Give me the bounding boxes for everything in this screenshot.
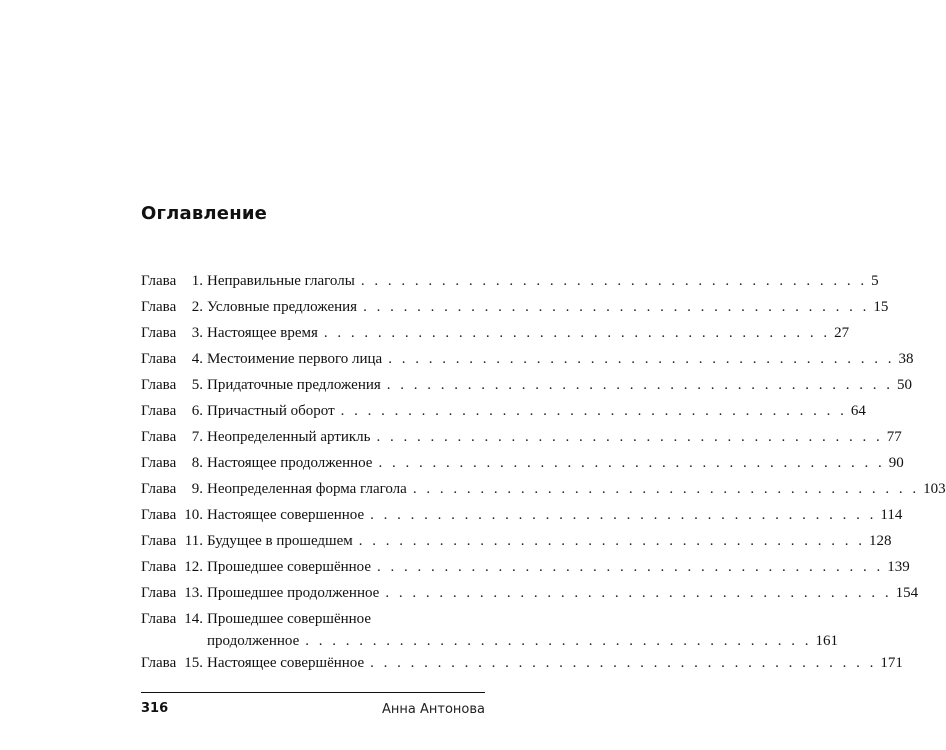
chapter-title: Условные предложения — [207, 299, 358, 315]
table-of-contents — [141, 271, 946, 679]
chapter-number: 1. — [191, 273, 203, 289]
chapter-word: Глава — [141, 299, 177, 315]
chapter-number: 3. — [191, 325, 203, 341]
dot-leader: . . . . . . . . . . . . . . . . . . . . . . . . . . . . . . . . . . . . . . — [370, 655, 877, 671]
chapter-page: 139 — [887, 559, 910, 575]
chapter-word: Глава — [141, 655, 177, 671]
chapter-word: Глава — [141, 455, 177, 471]
chapter-word: Глава — [141, 429, 177, 445]
chapter-number: 12. — [184, 559, 203, 575]
chapter-word: Глава — [141, 533, 177, 549]
dot-leader: . . . . . . . . . . . . . . . . . . . . . . . . . . . . . . . . . . . . . . — [385, 585, 892, 601]
toc-entry-15[interactable] — [141, 653, 903, 679]
chapter-page: 171 — [880, 655, 903, 671]
dot-leader: . . . . . . . . . . . . . . . . . . . . . . . . . . . . . . . . . . . . . . — [412, 481, 920, 497]
chapter-word: Глава — [141, 325, 177, 341]
dot-leader: . . . . . . . . . . . . . . . . . . . . . . . . . . . . . . . . . . . . . . — [370, 507, 877, 523]
chapter-page: 50 — [897, 377, 913, 393]
chapter-page: 64 — [850, 403, 866, 419]
chapter-word: Глава — [141, 273, 177, 289]
toc-entry-6[interactable] — [141, 401, 866, 427]
chapter-page: 103 — [923, 481, 946, 497]
chapter-number: 14. — [184, 611, 203, 627]
chapter-number: 13. — [184, 585, 203, 601]
chapter-title: Прошедшее совершённое — [207, 611, 372, 627]
toc-entry-11[interactable] — [141, 531, 892, 557]
chapter-page: 15 — [873, 299, 889, 315]
chapter-number: 9. — [191, 481, 203, 497]
chapter-page: 161 — [815, 633, 838, 649]
chapter-page: 38 — [898, 351, 914, 367]
chapter-number: 8. — [191, 455, 203, 471]
chapter-number: 5. — [191, 377, 203, 393]
dot-leader: . . . . . . . . . . . . . . . . . . . . . . . . . . . . . . . . . . . . . . — [388, 351, 895, 367]
chapter-number: 7. — [191, 429, 203, 445]
chapter-word: Глава — [141, 559, 177, 575]
toc-entry-9[interactable] — [141, 479, 946, 505]
chapter-title: Прошедшее совершённое — [207, 559, 372, 575]
dot-leader: . . . . . . . . . . . . . . . . . . . . . . . . . . . . . . . . . . . . . . — [378, 455, 885, 471]
chapter-title: Неопределенная форма глагола — [207, 481, 407, 497]
chapter-number: 4. — [191, 351, 203, 367]
chapter-title: Настоящее совершенное — [207, 507, 365, 523]
chapter-title: Причастный оборот — [207, 403, 335, 419]
footer-divider — [141, 692, 485, 693]
chapter-word: Глава — [141, 377, 177, 393]
dot-leader: . . . . . . . . . . . . . . . . . . . . . . . . . . . . . . . . . . . . . . — [376, 429, 883, 445]
dot-leader: . . . . . . . . . . . . . . . . . . . . . . . . . . . . . . . . . . . . . . — [360, 273, 868, 289]
toc-entry-10[interactable] — [141, 505, 903, 531]
chapter-title: Настоящее продолженное — [207, 455, 373, 471]
chapter-page: 27 — [834, 325, 850, 341]
toc-entry-3[interactable] — [141, 323, 850, 349]
dot-leader: . . . . . . . . . . . . . . . . . . . . . . . . . . . . . . . . . . . . . . — [305, 633, 812, 649]
chapter-number: 2. — [191, 299, 203, 315]
chapter-word: Глава — [141, 481, 177, 497]
chapter-page: 90 — [888, 455, 904, 471]
page-title: Оглавление — [141, 203, 268, 224]
dot-leader: . . . . . . . . . . . . . . . . . . . . . . . . . . . . . . . . . . . . . . — [323, 325, 831, 341]
chapter-number: 10. — [184, 507, 203, 523]
chapter-word: Глава — [141, 403, 177, 419]
chapter-title: Придаточные предложения — [207, 377, 381, 393]
footer-author: Анна Антонова — [382, 702, 485, 717]
chapter-word: Глава — [141, 611, 177, 627]
chapter-title: Будущее в прошедшем — [207, 533, 353, 549]
chapter-page: 114 — [880, 507, 903, 523]
toc-entry-14[interactable] — [141, 609, 838, 653]
chapter-title: Настоящее совершённое — [207, 655, 365, 671]
dot-leader: . . . . . . . . . . . . . . . . . . . . . . . . . . . . . . . . . . . . . . — [358, 533, 865, 549]
chapter-word: Глава — [141, 507, 177, 523]
dot-leader: . . . . . . . . . . . . . . . . . . . . . . . . . . . . . . . . . . . . . . — [386, 377, 894, 393]
footer-page-number: 316 — [141, 701, 169, 716]
chapter-number: 15. — [184, 655, 203, 671]
toc-entry-13[interactable] — [141, 583, 919, 609]
chapter-word: Глава — [141, 585, 177, 601]
chapter-page: 5 — [871, 273, 879, 289]
chapter-title: Неопределенный артикль — [207, 429, 371, 445]
chapter-page: 128 — [869, 533, 892, 549]
chapter-title: Прошедшее продолженное — [207, 585, 380, 601]
dot-leader: . . . . . . . . . . . . . . . . . . . . . . . . . . . . . . . . . . . . . . — [363, 299, 870, 315]
toc-entry-4[interactable] — [141, 349, 914, 375]
chapter-title: Неправильные глаголы — [207, 273, 355, 289]
chapter-word: Глава — [141, 351, 177, 367]
toc-entry-5[interactable] — [141, 375, 913, 401]
chapter-title: Местоимение первого лица — [207, 351, 383, 367]
chapter-number: 11. — [184, 533, 203, 549]
toc-entry-1[interactable] — [141, 271, 879, 297]
chapter-page: 154 — [895, 585, 919, 601]
toc-entry-12[interactable] — [141, 557, 910, 583]
toc-entry-2[interactable] — [141, 297, 889, 323]
chapter-page: 77 — [886, 429, 902, 445]
toc-entry-7[interactable] — [141, 427, 902, 453]
toc-entry-8[interactable] — [141, 453, 904, 479]
dot-leader: . . . . . . . . . . . . . . . . . . . . . . . . . . . . . . . . . . . . . . — [340, 403, 847, 419]
chapter-number: 6. — [191, 403, 203, 419]
chapter-title-continuation: продолженное — [207, 633, 300, 649]
chapter-title: Настоящее время — [207, 325, 318, 341]
dot-leader: . . . . . . . . . . . . . . . . . . . . . . . . . . . . . . . . . . . . . . — [377, 559, 884, 575]
